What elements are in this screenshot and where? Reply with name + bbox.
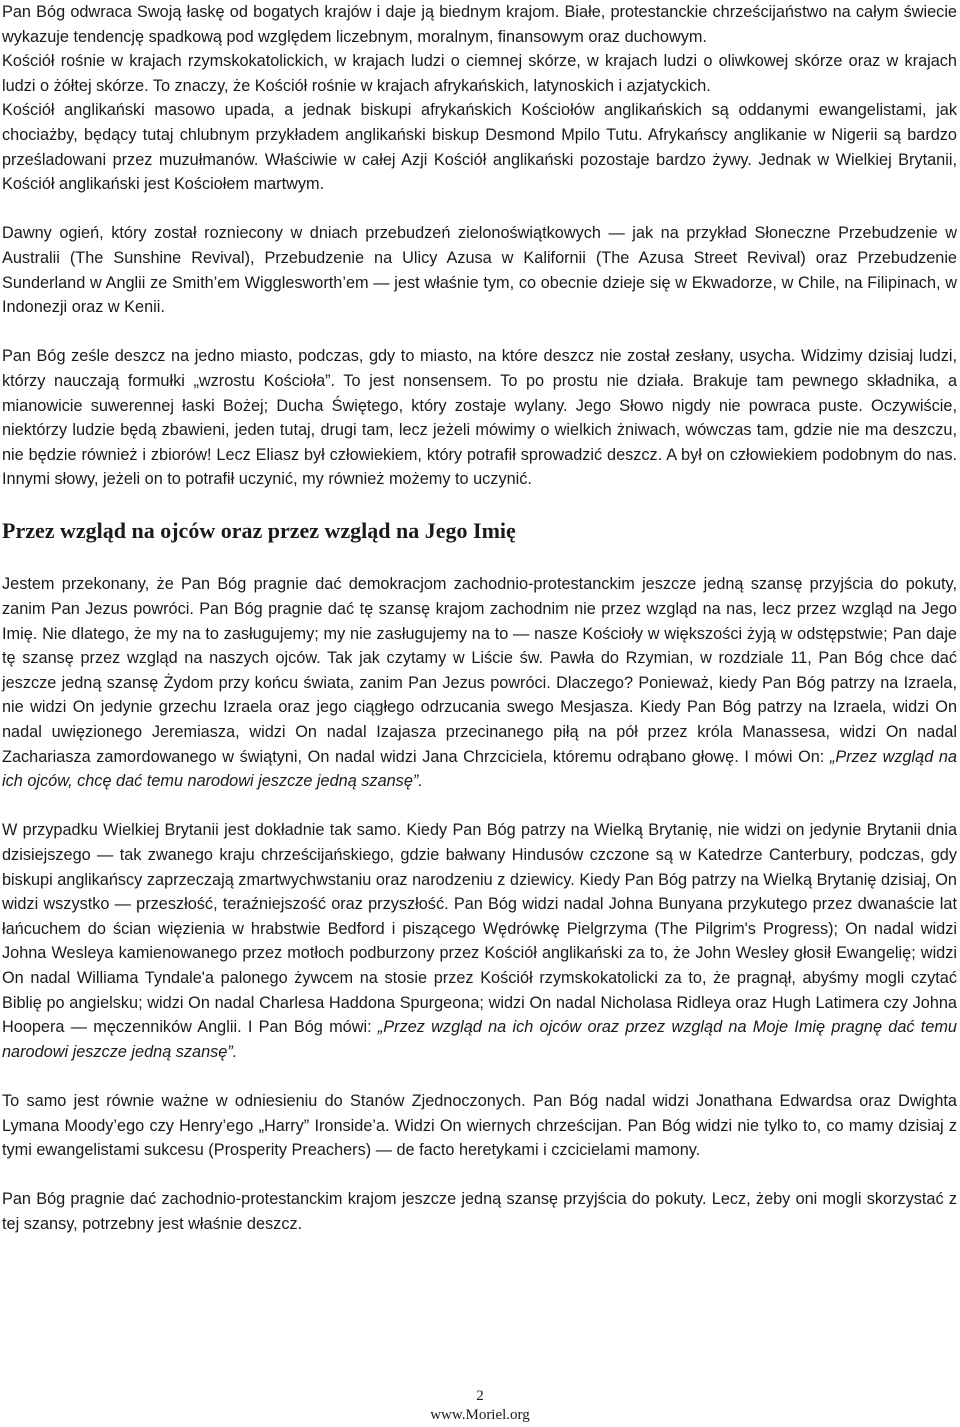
- paragraph-3: Kościół anglikański masowo upada, a jednak biskupi afrykańskich Kościołów anglikańskich są oddanymi ewangelistami, jak chociażby, będący tutaj chlubnym przykładem anglikański biskup Desmond Mpilo Tutu. Afrykańscy anglikanie w Nigerii są bardzo prześladowani przez muzułmanów. Właściwie w całej Azji Kościół anglikański pozostaje bardzo żywy. Jednak w Wielkiej Brytanii, Kościół anglikański jest Kościołem martwym.: [2, 101, 957, 194]
- paragraph-britain-text: W przypadku Wielkiej Brytanii jest dokładnie tak samo. Kiedy Pan Bóg patrzy na Wielką Brytanię, nie widzi on jedynie Brytanii dnia dzisiejszego ― tak zwanego kraju chrześcijańskiego, gdzie bałwany Hindusów czczone są w Katedrze Canterbury, podczas, gdy biskupi anglikańscy zaprzeczają zmartwychwstaniu oraz narodzeniu z dziewicy. Kiedy Pan Bóg patrzy na Wielką Brytanię dzisiaj, On widzi wszystko ― przeszłość, teraźniejszość oraz przyszłość. Pan Bóg widzi nadal Johna Bunyana przykutego przez dwanaście lat łańcuchem do ścian więzienia w hrabstwie Bedford i piszącego Wędrówkę Pielgrzyma (The Pilgrim's Progress); On nadal widzi Johna Wesleya kamienowanego przez motłoch podburzony przez Kościół anglikański za to, że John Wesley głosił Ewangelię; widzi On nadal Williama Tyndale'a palonego żywcem na stosie przez Kościół rzymskokatolicki za to, że pragnął, abyśmy mogli czytać Biblię po angielsku; widzi On nadal Charlesa Haddona Spurgeona; widzi On nadal Nicholasa Ridleya oraz Hugh Latimera czy Johna Hoopera ― męczenników Anglii. I Pan Bóg mówi:: [2, 821, 957, 1037]
- paragraph-revival: Dawny ogień, który został rozniecony w dniach przebudzeń zielonoświątkowych ― jak na przykład Słoneczne Przebudzenie w Australii (The Sunshine Revival), Przebudzenie na Ulicy Azusa w Kalifornii (The Azusa Street Revival) oraz Przebudzenie Sunderland w Anglii ze Smith’em Wigglesworth’em ― jest właśnie tym, co obecnie dzieje się w Ekwadorze, w Chile, na Filipinach, w Indonezji oraz w Kenii.: [2, 224, 957, 317]
- paragraph-fathers-text: Jestem przekonany, że Pan Bóg pragnie dać demokracjom zachodnio-protestanckim jeszcze jedną szansę przyjścia do pokuty, zanim Pan Jezus powróci. Pan Bóg pragnie dać tę szansę krajom zachodnim nie przez wzgląd na nas, lecz przez wzgląd na Jego Imię. Nie dlatego, że my na to zasługujemy; my nie zasługujemy na to ― nasze Kościoły w większości żyją w odstępstwie; Pan daje tę szansę przez wzgląd na naszych ojców. Tak jak czytamy w Liście św. Pawła do Rzymian, w rozdziale 11, Pan Bóg chce dać jeszcze jedną szansę Żydom przy końcu świata, zanim Pan Jezus powróci. Dlaczego? Ponieważ, kiedy Pan Bóg patrzy na Izraela, nie widzi On jedynie grzechu Izraela oraz jego ciągłego odrzucania swego Mesjasza. Kiedy Pan Bóg patrzy na Izraela, widzi On nadal uwięzionego Jeremiasza, widzi On nadal Izajasza przecinanego piłą na pół przez króla Manassesa, widzi On nadal Zachariasza zamordowanego w świątyni, On nadal widzi Jana Chrzciciela, któremu odrąbano głowę. I mówi On:: [2, 575, 957, 766]
- footer-website: www.Moriel.org: [430, 1407, 530, 1423]
- page-number: 2: [476, 1388, 484, 1404]
- page-footer: [0, 1387, 960, 1425]
- paragraph-fathers: [2, 572, 957, 793]
- paragraph-fathers-quote: „Przez wzgląd na ich ojców, chcę dać temu narodowi jeszcze jedną szansę”.: [2, 747, 957, 791]
- paragraph-1: Pan Bóg odwraca Swoją łaskę od bogatych krajów i daje ją biednym krajom. Białe, protestanckie chrześcijaństwo na całym świecie wykazuje tendencję spadkową pod względem liczebnym, moralnym, finansowym oraz duchowym.: [2, 3, 957, 46]
- section-heading: Przez wzgląd na ojców oraz przez wzgląd na Jego Imię: [2, 518, 516, 544]
- paragraph-2: Kościół rośnie w krajach rzymskokatolickich, w krajach ludzi o ciemnej skórze, w krajach ludzi o oliwkowej skórze oraz w krajach ludzi o żółtej skórze. To znaczy, że Kościół rośnie w krajach afrykańskich, latynoskich i azjatyckich.: [2, 52, 957, 95]
- paragraph-britain: [2, 818, 957, 1064]
- paragraph-usa: To samo jest równie ważne w odniesieniu do Stanów Zjednoczonych. Pan Bóg nadal widzi Jonathana Edwardsa oraz Dwighta Lymana Moody’ego czy Henry’ego „Harry” Ironside’a. Widzi On wiernych chrześcijan. Pan Bóg widzi nie tylko to, co mamy dzisiaj z tymi ewangelistami sukcesu (Prosperity Preachers) ― de facto heretykami i czcicielami mamony.: [2, 1091, 957, 1160]
- paragraph-britain-quote: „Przez wzgląd na ich ojców oraz przez wzgląd na Moje Imię pragnę dać temu narodowi jeszcze jedną szansę”.: [2, 1018, 957, 1061]
- paragraph-rain: Pan Bóg ześle deszcz na jedno miasto, podczas, gdy to miasto, na które deszcz nie został zesłany, usycha. Widzimy dzisiaj ludzi, którzy nauczają formułki „wzrostu Kościoła”. To jest nonsensem. To po prostu nie działa. Brakuje tam pewnego składnika, a mianowicie suwerennej łaski Bożej; Ducha Świętego, który zostaje wylany. Jego Słowo nigdy nie powraca puste. Oczywiście, niektórzy ludzie będą zbawieni, jeden tutaj, drugi tam, lecz jeżeli mówimy o wielkich żniwach, wówczas tam, gdzie nie ma deszczu, nie będzie również i zbiorów! Lecz Eliasz był człowiekiem, który potrafił sprowadzić deszcz. A był on człowiekiem podobnym do nas. Innymi słowy, jeżeli on to potrafił uczynić, my również możemy to uczynić.: [2, 347, 957, 489]
- intro-section: [2, 0, 957, 197]
- paragraph-closing: Pan Bóg pragnie dać zachodnio-protestanckim krajom jeszcze jedną szansę przyjścia do pokuty. Lecz, żeby oni mogli skorzystać z tej szansy, potrzebny jest właśnie deszcz.: [2, 1190, 957, 1233]
